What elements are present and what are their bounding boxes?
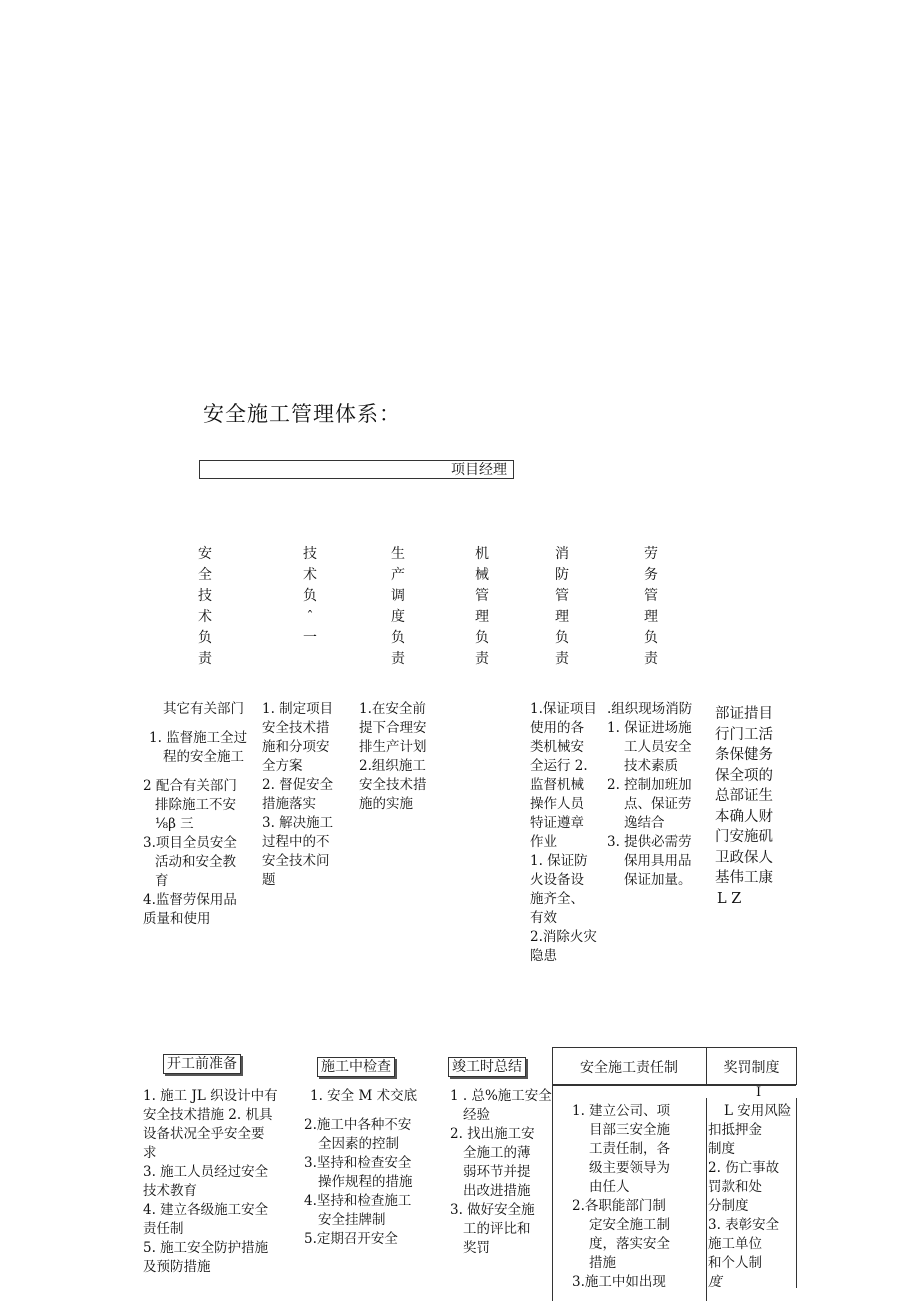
phase-item: 全因素的控制 xyxy=(318,1136,399,1152)
phase-item: 1. 施工 JL 织设计中有 xyxy=(143,1088,278,1104)
phase-item: 度 xyxy=(708,1274,722,1290)
phase-item: 工的评比和 xyxy=(463,1221,531,1237)
phase-item: 操作规程的措施 xyxy=(318,1174,413,1190)
role-safety-tech: 安全技术负责 xyxy=(198,546,212,667)
duty-line: 使用的各 xyxy=(530,720,584,736)
table-left-line xyxy=(552,1085,553,1301)
duty-line: 总部证生 xyxy=(715,788,773,804)
duty-line: 保用具用品 xyxy=(624,853,692,869)
phase-item: 安全技术措施 2. 机具 xyxy=(143,1107,273,1123)
duty-line: 保全项的 xyxy=(715,767,773,784)
phase-item: 设备状况全乎安全要 xyxy=(143,1126,265,1142)
duty-line: 逸结合 xyxy=(624,815,665,831)
phase-item: 分制度 xyxy=(708,1198,749,1214)
duties-col5 xyxy=(607,700,709,890)
phase-item: 安全挂牌制 xyxy=(318,1212,386,1228)
duty-line: 操作人员 xyxy=(530,796,584,812)
duty-line: 1. 监督施工全过 xyxy=(149,730,248,746)
role-tech: 技术负ˆ一 xyxy=(303,546,317,646)
duty-line: 全运行 2. xyxy=(530,758,588,774)
phase-item: 制度 xyxy=(708,1141,735,1157)
page-title: 安全施工管理体系： xyxy=(203,402,401,426)
phase-item: 2. 找出施工安 xyxy=(450,1126,535,1142)
duty-line: 点、保证劳 xyxy=(624,796,692,812)
phase-item: 和个人制 xyxy=(708,1255,762,1271)
duty-line: 安全技术措 xyxy=(359,777,427,793)
duty-line: 条保健务 xyxy=(715,747,773,763)
phase-item: 定安全施工制 xyxy=(589,1217,670,1233)
duty-line: 1. 保证进场施 xyxy=(607,720,692,736)
duty-line: ⅛β 三 xyxy=(155,816,194,832)
duty-line: 全方案 xyxy=(262,758,303,774)
duty-line: .组织现场消防 xyxy=(607,701,693,717)
phase-item: 经验 xyxy=(463,1107,490,1123)
duty-line: 排生产计划 xyxy=(359,739,427,755)
duty-line: 施和分项安 xyxy=(262,739,330,755)
duty-line: 监督机械 xyxy=(530,777,584,793)
role-machinery: 机械管理负责 xyxy=(475,546,489,667)
duty-line: 施齐全、 xyxy=(530,891,584,907)
duty-line: 类机械安 xyxy=(530,739,584,755)
duty-line: 基伟工康 xyxy=(715,870,773,886)
duty-line: 2. 督促安全 xyxy=(262,777,334,793)
phase-item: 1. 建立公司、项 xyxy=(572,1103,671,1119)
phase-item: 2. 伤亡事故 xyxy=(708,1160,780,1176)
duty-line: 1.在安全前 xyxy=(359,701,426,717)
duty-line: 排除施工不安 xyxy=(155,797,236,813)
table-mid-line xyxy=(706,1098,707,1301)
duty-line: 施的实施 xyxy=(359,796,413,812)
duty-line: 1. 保证防 xyxy=(530,853,588,869)
table-right-edge xyxy=(796,1047,797,1085)
phase-item: 全施工的薄 xyxy=(463,1145,531,1161)
phase-item: 及预防措施 xyxy=(143,1259,211,1275)
duty-line: 安全技术问 xyxy=(262,853,330,869)
phase-item: 罚款和处 xyxy=(708,1179,762,1195)
phase-item: 扣抵押金 xyxy=(708,1122,762,1138)
responsibility-items xyxy=(572,1102,704,1292)
rewards-items xyxy=(708,1102,796,1292)
duties-col6 xyxy=(715,704,787,909)
duty-line: 3.项目全员安全 xyxy=(143,835,237,851)
duty-line: 火设备设 xyxy=(530,872,584,888)
duty-line: 4.监督劳保用品 xyxy=(143,892,237,908)
phase-item: 3. 施工人员经过安全 xyxy=(143,1164,269,1180)
duty-line: 1. 制定项目 xyxy=(262,701,334,717)
phase-item: 5. 施工安全防护措施 xyxy=(143,1240,269,1256)
phase-item: 级主要领导为 xyxy=(589,1160,670,1176)
duty-line: 2.消除火灾 xyxy=(530,929,597,945)
duty-line: 提下合理安 xyxy=(359,720,427,736)
duties-col3 xyxy=(359,700,443,814)
phase-item: 度，落实安全 xyxy=(589,1236,670,1252)
table-right-line xyxy=(796,1098,797,1288)
duty-line: 程的安全施工 xyxy=(163,749,244,765)
role-labor: 劳务管理负责 xyxy=(644,546,658,667)
phase-item: 3.施工中如出现 xyxy=(572,1274,666,1290)
duty-line: 2. 控制加班加 xyxy=(607,777,692,793)
rewards-header: 奖罚制度 xyxy=(723,1060,780,1076)
duty-line: 部证措目 xyxy=(715,706,773,722)
duty-line: 门安施矶 xyxy=(715,829,773,845)
duty-line: 措施落实 xyxy=(262,796,316,812)
role-fire: 消防管理负责 xyxy=(555,546,569,667)
phase-item: 4.坚持和检查施工 xyxy=(304,1193,412,1209)
duty-line: 技术素质 xyxy=(624,758,678,774)
duty-line: 3. 提供必需劳 xyxy=(607,834,692,850)
duties-col2 xyxy=(262,700,354,890)
duty-line: 行门工活 xyxy=(715,726,773,743)
duty-line: 本确人财 xyxy=(715,808,773,825)
phase-before-header: 开工前准备 xyxy=(163,1054,241,1074)
duty-line: 题 xyxy=(262,872,276,888)
phase-item: 弱环节并提 xyxy=(463,1164,531,1180)
phase-item: 技术教育 xyxy=(143,1183,197,1199)
phase-item: 由任人 xyxy=(589,1179,630,1195)
duty-line: 育 xyxy=(155,873,169,889)
phase-during-header: 施工中检查 xyxy=(317,1057,395,1077)
duty-line: 1.保证项目 xyxy=(530,701,597,717)
duty-line: 工人员安全 xyxy=(624,739,692,755)
duty-line: 2 配合有关部门 xyxy=(143,778,237,794)
phase-item: 出改进措施 xyxy=(463,1183,531,1199)
phase-item: 1 . 总%施工安全 xyxy=(450,1088,552,1104)
duty-line: 过程中的不 xyxy=(262,834,330,850)
duty-line: 有效 xyxy=(530,910,557,926)
phase-after-items xyxy=(450,1087,552,1258)
duty-line: 卫政保人 xyxy=(715,849,773,866)
phase-item: 4. 建立各级施工安全 xyxy=(143,1202,269,1218)
phase-after-header: 竣工时总结 xyxy=(448,1057,526,1077)
phase-item: 奖罚 xyxy=(463,1240,490,1256)
project-manager-box: 项目经理 xyxy=(199,460,514,479)
duty-line: 2.组织施工 xyxy=(359,758,426,774)
phase-item: 施工单位 xyxy=(708,1236,762,1252)
phase-during-items xyxy=(304,1087,428,1249)
rewards-marker: I xyxy=(756,1085,762,1100)
duty-line: 质量和使用 xyxy=(143,911,211,927)
duty-line: 特证遵章 xyxy=(530,815,584,831)
duty-line: L Z xyxy=(717,890,742,907)
duty-line: 保证加量。 xyxy=(624,872,692,888)
duties-col4 xyxy=(530,700,604,966)
phase-item: L 安用风险 xyxy=(724,1103,792,1119)
duty-line: 3. 解决施工 xyxy=(262,815,334,831)
phase-item: 责任制 xyxy=(143,1221,184,1237)
phase-item: 求 xyxy=(143,1145,157,1161)
responsibility-header: 安全施工责任制 xyxy=(580,1060,678,1076)
role-production: 生产调度负责 xyxy=(391,546,405,667)
phase-item: 3. 做好安全施 xyxy=(450,1202,535,1218)
duty-line: 其它有关部门 xyxy=(163,701,244,717)
phase-item: 1. 安全 M 术交底 xyxy=(310,1088,418,1104)
phase-item: 工责任制，各 xyxy=(589,1141,670,1157)
duties-col1 xyxy=(143,700,258,929)
duty-line: 隐患 xyxy=(530,948,557,964)
phase-item: 措施 xyxy=(589,1255,616,1271)
phase-item: 目部三安全施 xyxy=(589,1122,670,1138)
duty-line: 安全技术措 xyxy=(262,720,330,736)
phase-item: 3. 表彰安全 xyxy=(708,1217,780,1233)
phase-item: 5.定期召开安全 xyxy=(304,1231,398,1247)
phase-item: 2.施工中各种不安 xyxy=(304,1117,412,1133)
phase-item: 2.各职能部门制 xyxy=(572,1198,666,1214)
duty-line: 作业 xyxy=(530,834,557,850)
phase-item: 3.坚持和检查安全 xyxy=(304,1155,412,1171)
phase-before-items xyxy=(143,1087,293,1277)
duty-line: 活动和安全教 xyxy=(155,854,236,870)
